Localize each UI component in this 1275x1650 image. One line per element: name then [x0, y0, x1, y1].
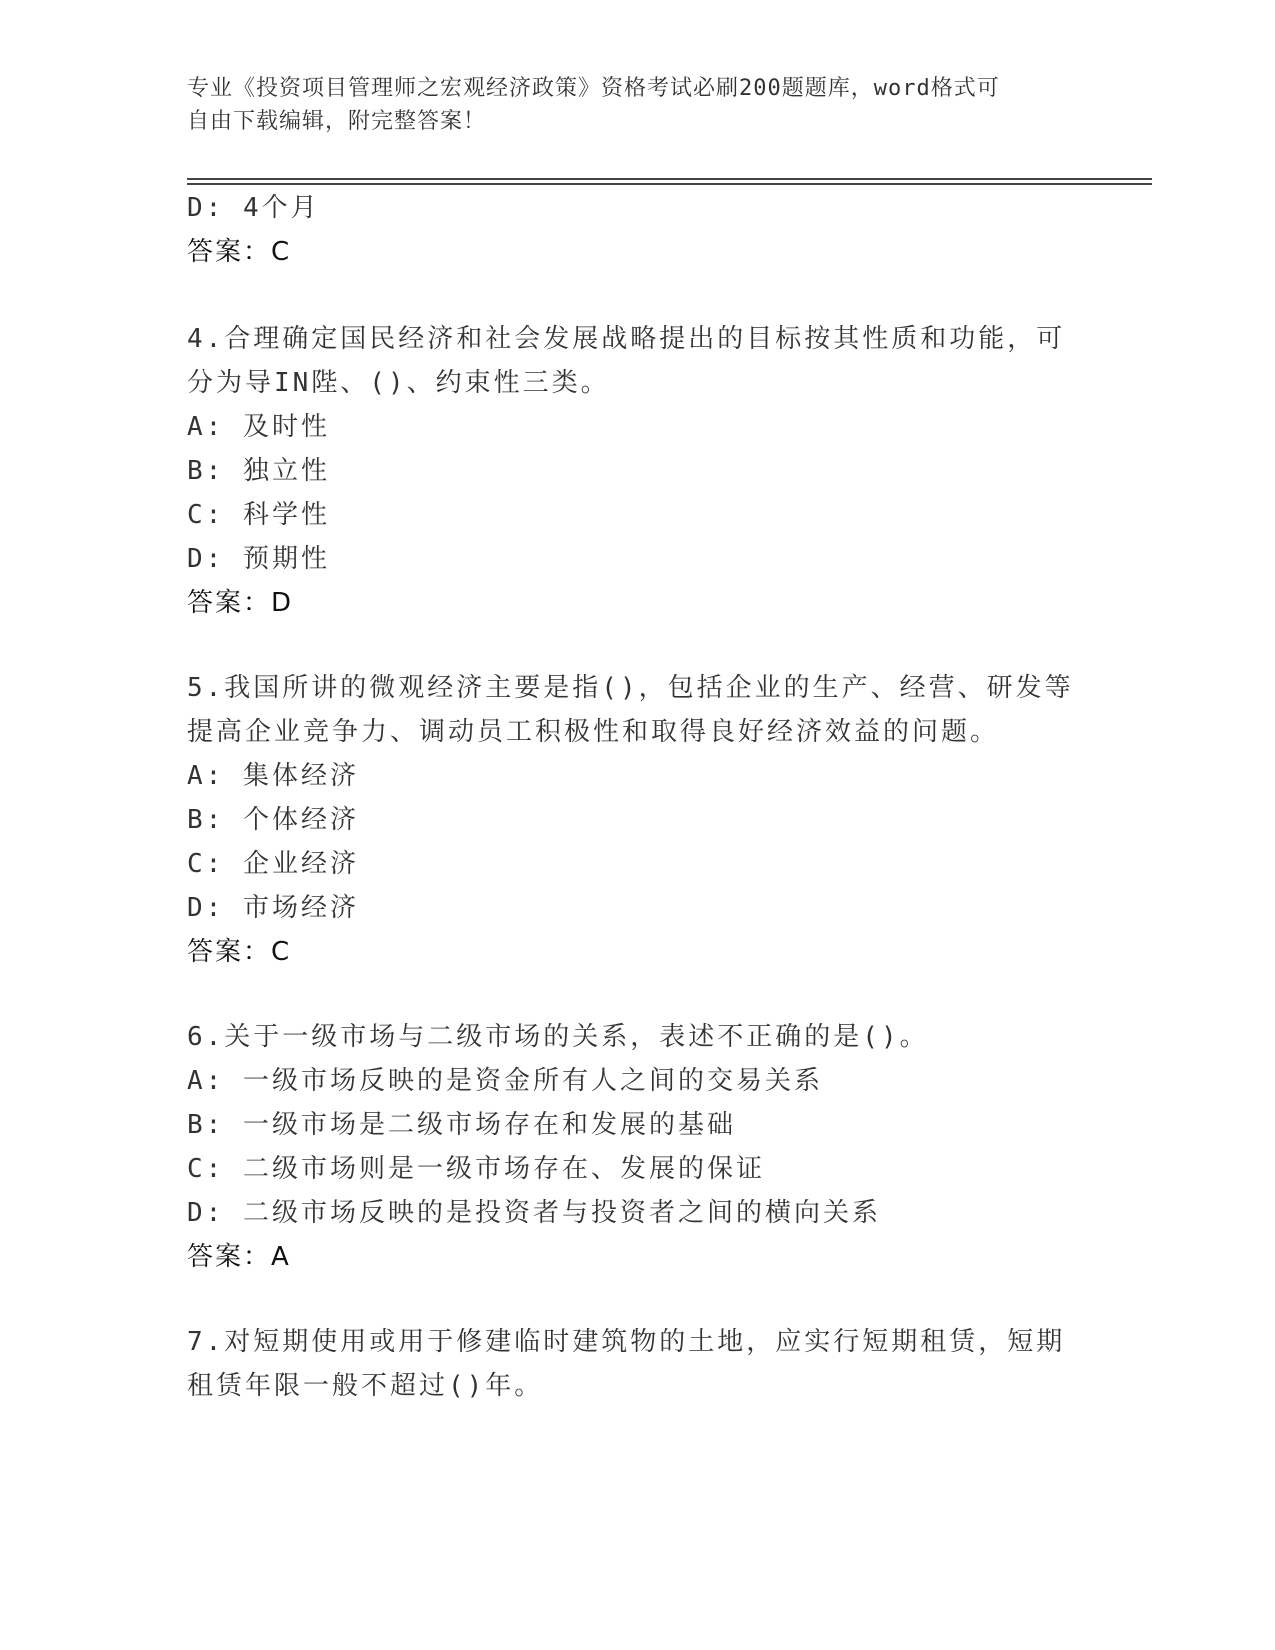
- header-divider-bottom: [187, 183, 1152, 185]
- prev-option-d: D: 4个月: [187, 193, 320, 223]
- header-divider-top: [187, 178, 1152, 180]
- option-b: B: 一级市场是二级市场存在和发展的基础: [187, 1110, 736, 1140]
- question-stem: 5.我国所讲的微观经济主要是指()，包括企业的生产、经营、研发等: [187, 673, 1074, 703]
- answer: 答案：A: [187, 1242, 291, 1272]
- option-a: A: 及时性: [187, 412, 330, 442]
- question-stem: 7.对短期使用或用于修建临时建筑物的土地，应实行短期租赁，短期: [187, 1327, 1066, 1357]
- option-a: A: 一级市场反映的是资金所有人之间的交易关系: [187, 1066, 823, 1096]
- question-stem: 4.合理确定国民经济和社会发展战略提出的目标按其性质和功能，可: [187, 324, 1066, 354]
- option-d: D: 市场经济: [187, 893, 359, 923]
- question-stem-cont: 租赁年限一般不超过()年。: [187, 1371, 544, 1401]
- header-line-1: 专业《投资项目管理师之宏观经济政策》资格考试必刷200题题库，word格式可: [187, 76, 1000, 101]
- option-d: D: 预期性: [187, 544, 330, 574]
- option-c: C: 二级市场则是一级市场存在、发展的保证: [187, 1154, 765, 1184]
- option-b: B: 个体经济: [187, 805, 359, 835]
- prev-answer: 答案：C: [187, 237, 292, 267]
- header-line-2: 自由下载编辑，附完整答案！: [187, 109, 487, 134]
- document-header: [187, 72, 1067, 138]
- answer: 答案：C: [187, 937, 292, 967]
- question-stem-cont: 分为导IN陛、()、约束性三类。: [187, 368, 610, 398]
- option-c: C: 科学性: [187, 500, 330, 530]
- option-a: A: 集体经济: [187, 761, 359, 791]
- option-b: B: 独立性: [187, 456, 330, 486]
- answer: 答案：D: [187, 588, 294, 618]
- option-c: C: 企业经济: [187, 849, 359, 879]
- question-stem-cont: 提高企业竞争力、调动员工积极性和取得良好经济效益的问题。: [187, 717, 1000, 747]
- option-d: D: 二级市场反映的是投资者与投资者之间的横向关系: [187, 1198, 881, 1228]
- question-stem: 6.关于一级市场与二级市场的关系，表述不正确的是()。: [187, 1022, 929, 1052]
